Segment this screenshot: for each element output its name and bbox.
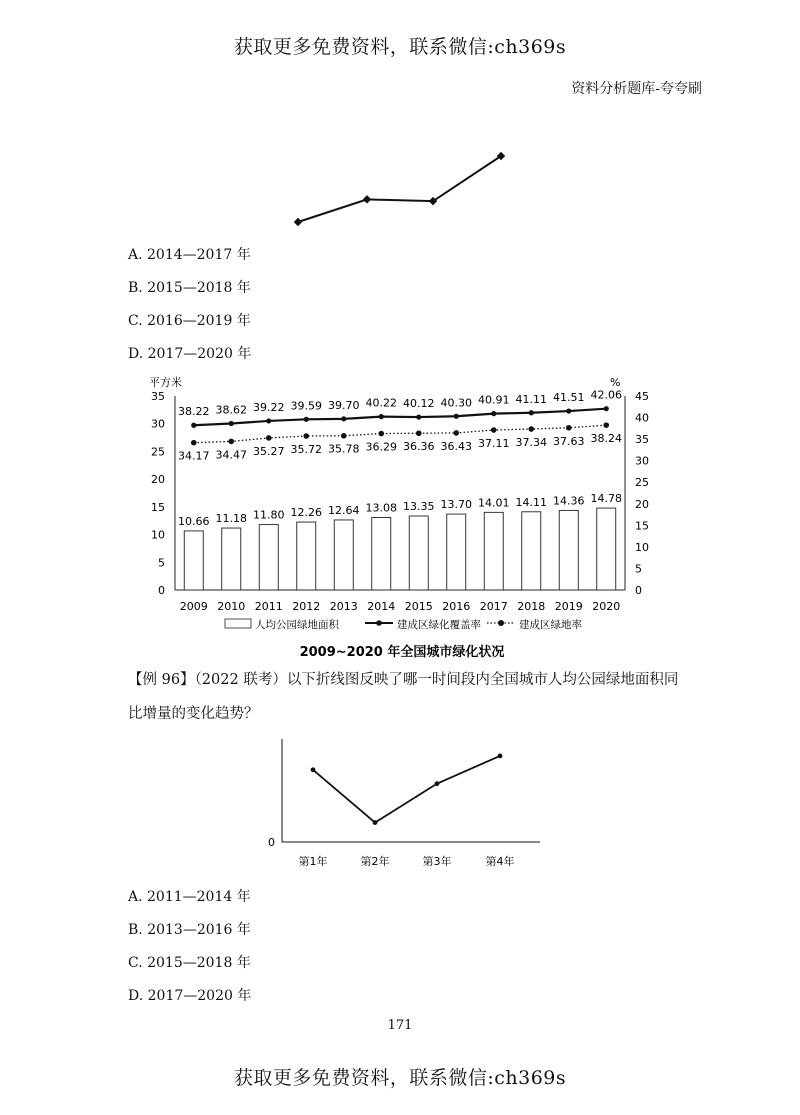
bar-value-label: 10.66	[178, 514, 210, 528]
bar-value-label: 13.35	[403, 500, 435, 514]
promo-footer: 获取更多免费资料，联系微信:ch369s	[233, 1067, 567, 1089]
x-tick-label: 2011	[254, 600, 283, 613]
green-rate-point	[453, 430, 459, 436]
left-tick-label: 0	[158, 584, 165, 597]
question-x-label: 第2年	[360, 855, 390, 868]
question-number: 【例 96】	[128, 672, 195, 688]
coverage-point	[454, 414, 459, 419]
left-tick-label: 15	[151, 500, 165, 514]
question-x-label: 第4年	[485, 855, 515, 868]
green-rate-value-label: 35.78	[328, 442, 360, 456]
chart-title: 2009~2020 年全国城市绿化状况	[299, 645, 505, 660]
promo-header: 获取更多免费资料，联系微信:ch369s	[233, 36, 567, 58]
question-line-chart	[250, 735, 550, 875]
coverage-value-label: 39.22	[253, 400, 285, 414]
left-axis-unit: 平方米	[149, 376, 182, 389]
coverage-point	[529, 410, 534, 415]
left-tick-label: 30	[151, 417, 165, 431]
left-tick-label: 25	[151, 445, 165, 459]
green-rate-value-label: 36.29	[365, 440, 397, 454]
coverage-value-label: 38.62	[215, 403, 247, 417]
bar-park-area	[372, 517, 391, 590]
option-d1: D. 2017—2020 年	[128, 346, 252, 362]
bar-value-label: 11.80	[253, 508, 285, 522]
coverage-value-label: 39.59	[290, 399, 322, 413]
coverage-value-label: 40.22	[365, 396, 397, 410]
greening-chart	[135, 372, 670, 662]
coverage-point	[566, 408, 571, 413]
bar-park-area	[184, 531, 203, 590]
question-chart-point	[373, 820, 378, 825]
left-tick-label: 5	[158, 556, 165, 570]
coverage-point	[341, 416, 346, 421]
bar-value-label: 14.78	[590, 492, 622, 506]
bar-park-area	[447, 514, 466, 590]
right-tick-label: 20	[635, 497, 649, 511]
green-rate-value-label: 38.24	[590, 432, 622, 446]
bar-value-label: 11.18	[215, 512, 247, 526]
x-tick-label: 2012	[292, 600, 321, 613]
bar-park-area	[484, 512, 503, 590]
coverage-point	[229, 421, 234, 426]
right-tick-label: 40	[635, 411, 649, 425]
coverage-point	[191, 423, 196, 428]
bar-value-label: 14.11	[515, 495, 547, 509]
right-tick-label: 30	[635, 454, 649, 468]
option-b1: B. 2015—2018 年	[128, 280, 251, 296]
left-tick-label: 35	[151, 390, 165, 403]
green-rate-value-label: 34.17	[178, 449, 210, 463]
mini-chart-point	[363, 195, 371, 203]
green-rate-point	[603, 422, 609, 428]
bar-value-label: 12.26	[290, 506, 322, 520]
green-rate-point	[303, 433, 309, 439]
bar-park-area	[334, 520, 353, 590]
green-rate-value-label: 34.47	[215, 448, 247, 462]
right-tick-label: 0	[635, 584, 642, 597]
green-rate-value-label: 37.34	[515, 436, 547, 450]
green-rate-point	[416, 430, 422, 436]
bar-park-area	[259, 525, 278, 590]
green-rate-value-label: 35.72	[290, 443, 322, 457]
coverage-point	[491, 411, 496, 416]
green-rate-value-label: 36.36	[403, 440, 435, 454]
bar-value-label: 13.70	[440, 498, 472, 512]
bar-value-label: 13.08	[365, 501, 397, 515]
right-tick-label: 5	[635, 562, 642, 576]
legend-bar-label: 人均公园绿地面积	[255, 619, 339, 631]
right-axis-unit: %	[610, 376, 621, 389]
coverage-point	[304, 417, 309, 422]
option-c2: C. 2015—2018 年	[128, 955, 251, 971]
green-rate-value-label: 35.27	[253, 444, 285, 458]
bar-park-area	[297, 522, 316, 590]
bar-value-label: 14.36	[553, 494, 585, 508]
question-body: （2022 联考）以下折线图反映了哪一时间段内全国城市人均公园绿地面积同比增量的变化趋势？	[128, 672, 679, 722]
x-tick-label: 2013	[329, 600, 358, 613]
coverage-value-label: 40.12	[403, 397, 435, 411]
green-rate-point	[228, 439, 234, 445]
coverage-point	[416, 414, 421, 419]
legend-green-label: 建成区绿地率	[519, 619, 582, 631]
x-tick-label: 2015	[404, 600, 433, 613]
green-rate-value-label: 37.63	[553, 434, 585, 448]
right-tick-label: 10	[635, 540, 649, 554]
right-tick-label: 15	[635, 519, 649, 533]
green-rate-point	[528, 426, 534, 432]
legend-bar-swatch	[225, 619, 251, 628]
option-b2: B. 2013—2016 年	[128, 922, 251, 938]
legend-coverage-label: 建成区绿化覆盖率	[397, 619, 481, 631]
coverage-point	[379, 414, 384, 419]
bar-park-area	[222, 528, 241, 590]
x-tick-label: 2010	[217, 600, 246, 613]
green-rate-point	[266, 435, 272, 441]
left-tick-label: 20	[151, 473, 165, 487]
coverage-value-label: 40.91	[478, 393, 510, 407]
coverage-value-label: 39.70	[328, 398, 360, 412]
bar-park-area	[597, 508, 616, 590]
option-a1: A. 2014—2017 年	[128, 247, 251, 263]
x-tick-label: 2017	[479, 600, 508, 613]
green-rate-point	[191, 440, 197, 446]
option-mini-chart	[280, 140, 520, 240]
right-tick-label: 25	[635, 476, 649, 490]
question-x-label: 第1年	[298, 855, 328, 868]
right-tick-label: 45	[635, 390, 649, 403]
green-rate-point	[566, 425, 572, 431]
coverage-point	[266, 418, 271, 423]
right-tick-label: 35	[635, 433, 649, 447]
green-rate-point	[491, 427, 497, 433]
question-chart-point	[498, 753, 503, 758]
left-tick-label: 10	[151, 528, 165, 542]
bar-value-label: 12.64	[328, 503, 360, 517]
x-tick-label: 2014	[367, 600, 396, 613]
question-chart-point	[311, 767, 316, 772]
coverage-value-label: 41.51	[553, 391, 585, 405]
coverage-value-label: 38.22	[178, 405, 210, 419]
green-rate-value-label: 36.43	[440, 439, 472, 453]
coverage-point	[604, 406, 609, 411]
green-rate-point	[378, 431, 384, 437]
x-tick-label: 2018	[517, 600, 546, 613]
bar-park-area	[559, 510, 578, 590]
x-tick-label: 2020	[592, 600, 621, 613]
green-rate-point	[341, 433, 347, 439]
question-x-label: 第3年	[422, 855, 452, 868]
bar-park-area	[522, 512, 541, 590]
bar-value-label: 14.01	[478, 496, 510, 510]
option-c1: C. 2016—2019 年	[128, 313, 251, 329]
mini-chart-point	[294, 218, 302, 226]
page-number: 171	[387, 1018, 413, 1033]
bar-park-area	[409, 516, 428, 590]
coverage-value-label: 42.06	[590, 388, 622, 402]
question-text	[128, 663, 688, 731]
option-d2: D. 2017—2020 年	[128, 988, 252, 1004]
question-chart-point	[435, 781, 440, 786]
x-tick-label: 2009	[179, 600, 208, 613]
x-tick-label: 2016	[442, 600, 471, 613]
x-tick-label: 2019	[554, 600, 583, 613]
source-label: 资料分析题库-夸夸刷	[571, 81, 702, 97]
coverage-value-label: 40.30	[440, 396, 472, 410]
zero-label: 0	[268, 836, 275, 849]
green-rate-value-label: 37.11	[478, 437, 510, 451]
option-a2: A. 2011—2014 年	[128, 889, 251, 905]
coverage-value-label: 41.11	[515, 392, 547, 406]
